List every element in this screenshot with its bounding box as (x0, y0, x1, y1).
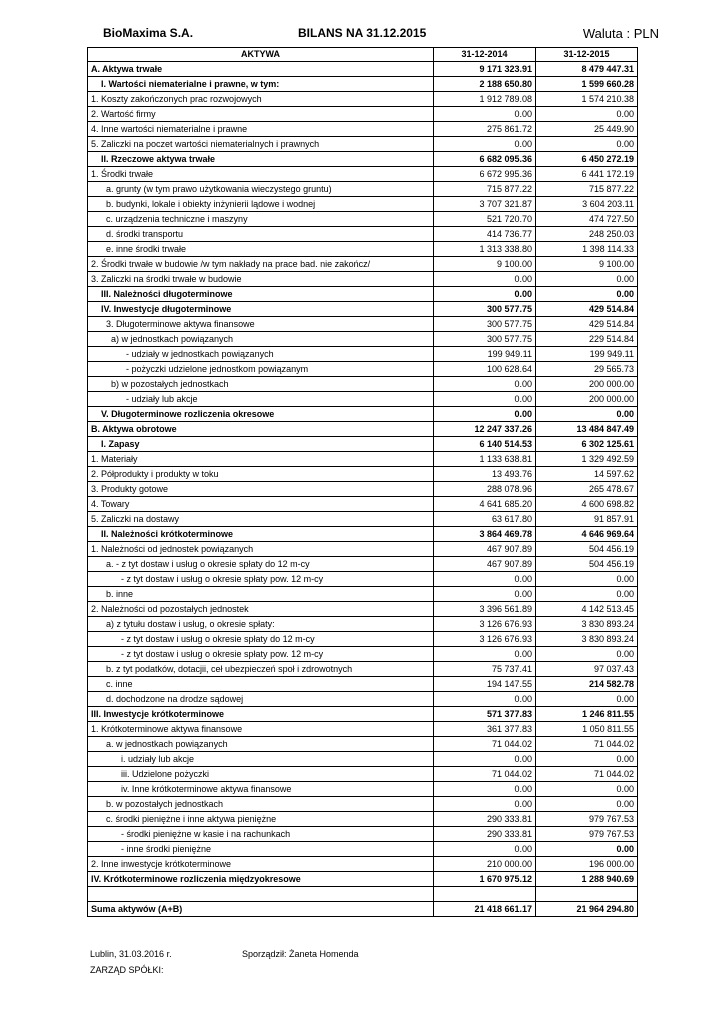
row-label: 3. Zaliczki na środki trwałe w budowie (88, 272, 434, 287)
value-2015: 1 288 940.69 (536, 872, 638, 887)
value-2014: 571 377.83 (434, 707, 536, 722)
value-2015: 6 302 125.61 (536, 437, 638, 452)
value-2014: 361 377.83 (434, 722, 536, 737)
value-2015: 715 877.22 (536, 182, 638, 197)
row-label: b. z tyt podatków, dotacjii, ceł ubezpieczeń społ i zdrowotnych (88, 662, 434, 677)
value-2015: 0.00 (536, 587, 638, 602)
table-row (88, 362, 638, 377)
value-2014: 0.00 (434, 647, 536, 662)
row-label: c. urządzenia techniczne i maszyny (88, 212, 434, 227)
row-label: b) w pozostałych jednostkach (88, 377, 434, 392)
value-2014: 13 493.76 (434, 467, 536, 482)
table-row (88, 617, 638, 632)
value-2015: 979 767.53 (536, 812, 638, 827)
row-label: 3. Długoterminowe aktywa finansowe (88, 317, 434, 332)
value-2015: 1 599 660.28 (536, 77, 638, 92)
value-2014: 300 577.75 (434, 317, 536, 332)
company-name: BioMaxima S.A. (103, 26, 194, 40)
table-row (88, 767, 638, 782)
row-label: IV. Inwestycje długoterminowe (88, 302, 434, 317)
value-2014: 4 641 685.20 (434, 497, 536, 512)
value-2015: 0.00 (536, 272, 638, 287)
value-2014: 9 100.00 (434, 257, 536, 272)
value-2014: 1 133 638.81 (434, 452, 536, 467)
table-row (88, 752, 638, 767)
table-row (88, 662, 638, 677)
spacer-cell (434, 887, 536, 902)
value-2014: 0.00 (434, 587, 536, 602)
value-2014: 210 000.00 (434, 857, 536, 872)
value-2015: 504 456.19 (536, 557, 638, 572)
value-2015: 474 727.50 (536, 212, 638, 227)
row-label: II. Rzeczowe aktywa trwałe (88, 152, 434, 167)
balance-sheet-table (87, 47, 638, 917)
row-label: a) w jednostkach powiązanych (88, 332, 434, 347)
spacer-cell (536, 887, 638, 902)
row-label: 2. Półprodukty i produkty w toku (88, 467, 434, 482)
value-2014: 1 912 789.08 (434, 92, 536, 107)
value-2015: 199 949.11 (536, 347, 638, 362)
table-row (88, 377, 638, 392)
value-2014: 0.00 (434, 392, 536, 407)
table-row (88, 407, 638, 422)
row-label: 1. Należności od jednostek powiązanych (88, 542, 434, 557)
table-row (88, 527, 638, 542)
table-row (88, 512, 638, 527)
value-2015: 1 574 210.38 (536, 92, 638, 107)
table-row (88, 587, 638, 602)
row-label: III. Należności długoterminowe (88, 287, 434, 302)
row-label: - z tyt dostaw i usług o okresie spłaty pow. 12 m-cy (88, 572, 434, 587)
table-row (88, 827, 638, 842)
row-label: 1. Koszty zakończonych prac rozwojowych (88, 92, 434, 107)
row-label: iii. Udzielone pożyczki (88, 767, 434, 782)
value-2014: 100 628.64 (434, 362, 536, 377)
value-2014: 0.00 (434, 752, 536, 767)
value-2015: 14 597.62 (536, 467, 638, 482)
table-row (88, 137, 638, 152)
row-label: e. inne środki trwałe (88, 242, 434, 257)
row-label: a. w jednostkach powiązanych (88, 737, 434, 752)
table-row (88, 872, 638, 887)
table-row (88, 197, 638, 212)
table-row (88, 122, 638, 137)
row-label: a) z tytułu dostaw i usług, o okresie spłaty: (88, 617, 434, 632)
value-2015: 4 142 513.45 (536, 602, 638, 617)
row-label: c. inne (88, 677, 434, 692)
value-2015: 4 600 698.82 (536, 497, 638, 512)
value-2015: 3 830 893.24 (536, 632, 638, 647)
column-header-assets: AKTYWA (88, 48, 434, 62)
row-label: b. inne (88, 587, 434, 602)
value-2014: 414 736.77 (434, 227, 536, 242)
table-row (88, 437, 638, 452)
value-2014: 288 078.96 (434, 482, 536, 497)
value-2014: 75 737.41 (434, 662, 536, 677)
value-2014: 0.00 (434, 407, 536, 422)
table-row (88, 542, 638, 557)
table-row (88, 692, 638, 707)
value-2014: 0.00 (434, 797, 536, 812)
value-2015: 200 000.00 (536, 377, 638, 392)
value-2014: 194 147.55 (434, 677, 536, 692)
table-row (88, 317, 638, 332)
value-2014: 6 140 514.53 (434, 437, 536, 452)
row-label: - udziały w jednostkach powiązanych (88, 347, 434, 362)
table-row (88, 557, 638, 572)
table-row (88, 812, 638, 827)
table-header-row (88, 48, 638, 62)
value-2015: 0.00 (536, 647, 638, 662)
table-row (88, 227, 638, 242)
row-label: III. Inwestycje krótkoterminowe (88, 707, 434, 722)
value-2015: 4 646 969.64 (536, 527, 638, 542)
value-2014: 0.00 (434, 842, 536, 857)
table-row (88, 737, 638, 752)
value-2014: 12 247 337.26 (434, 422, 536, 437)
table-row (88, 467, 638, 482)
row-label: a. - z tyt dostaw i usług o okresie spłaty do 12 m-cy (88, 557, 434, 572)
table-row (88, 152, 638, 167)
table-row (88, 182, 638, 197)
row-label: a. grunty (w tym prawo użytkowania wieczystego gruntu) (88, 182, 434, 197)
value-2015: 429 514.84 (536, 302, 638, 317)
value-2014: 71 044.02 (434, 767, 536, 782)
table-row (88, 722, 638, 737)
row-label: I. Zapasy (88, 437, 434, 452)
column-header-2014: 31-12-2014 (434, 48, 536, 62)
value-2015: 29 565.73 (536, 362, 638, 377)
value-2014: 6 672 995.36 (434, 167, 536, 182)
value-2014: 715 877.22 (434, 182, 536, 197)
table-row (88, 257, 638, 272)
value-2015: 6 441 172.19 (536, 167, 638, 182)
row-label: 1. Krótkoterminowe aktywa finansowe (88, 722, 434, 737)
table-row (88, 272, 638, 287)
value-2015: 0.00 (536, 752, 638, 767)
value-2014: 3 126 676.93 (434, 632, 536, 647)
table-row (88, 77, 638, 92)
value-2015: 8 479 447.31 (536, 62, 638, 77)
row-label: b. budynki, lokale i obiekty inżynierii lądowe i wodnej (88, 197, 434, 212)
total-2015: 21 964 294.80 (536, 902, 638, 917)
value-2014: 0.00 (434, 287, 536, 302)
value-2015: 429 514.84 (536, 317, 638, 332)
total-2014: 21 418 661.17 (434, 902, 536, 917)
value-2015: 0.00 (536, 797, 638, 812)
value-2015: 3 604 203.11 (536, 197, 638, 212)
table-row (88, 602, 638, 617)
table-row (88, 797, 638, 812)
row-label: 2. Wartość firmy (88, 107, 434, 122)
table-row (88, 572, 638, 587)
table-row (88, 422, 638, 437)
value-2014: 467 907.89 (434, 557, 536, 572)
board-signature-label: ZARZĄD SPÓŁKI: (90, 965, 164, 975)
value-2014: 3 707 321.87 (434, 197, 536, 212)
row-label: 4. Towary (88, 497, 434, 512)
value-2014: 0.00 (434, 272, 536, 287)
table-body (88, 62, 638, 917)
table-row (88, 782, 638, 797)
value-2015: 1 398 114.33 (536, 242, 638, 257)
value-2015: 97 037.43 (536, 662, 638, 677)
value-2015: 1 329 492.59 (536, 452, 638, 467)
row-label: - środki pieniężne w kasie i na rachunkach (88, 827, 434, 842)
value-2015: 0.00 (536, 782, 638, 797)
row-label: IV. Krótkoterminowe rozliczenia międzyokresowe (88, 872, 434, 887)
prepared-by: Sporządził: Żaneta Homenda (242, 949, 359, 959)
spacer-row (88, 887, 638, 902)
value-2014: 0.00 (434, 137, 536, 152)
value-2015: 0.00 (536, 572, 638, 587)
value-2014: 3 864 469.78 (434, 527, 536, 542)
row-label: b. w pozostałych jednostkach (88, 797, 434, 812)
column-header-2015: 31-12-2015 (536, 48, 638, 62)
value-2014: 467 907.89 (434, 542, 536, 557)
row-label: d. środki transportu (88, 227, 434, 242)
table-row (88, 482, 638, 497)
value-2015: 0.00 (536, 407, 638, 422)
value-2015: 71 044.02 (536, 737, 638, 752)
row-label: - udziały lub akcje (88, 392, 434, 407)
row-label: 2. Inne inwestycje krótkoterminowe (88, 857, 434, 872)
value-2014: 3 126 676.93 (434, 617, 536, 632)
value-2015: 1 246 811.55 (536, 707, 638, 722)
row-label: c. środki pieniężne i inne aktywa pieniężne (88, 812, 434, 827)
row-label: 1. Materiały (88, 452, 434, 467)
table-row (88, 707, 638, 722)
table-row (88, 647, 638, 662)
value-2015: 979 767.53 (536, 827, 638, 842)
value-2014: 0.00 (434, 107, 536, 122)
table-row (88, 842, 638, 857)
value-2014: 9 171 323.91 (434, 62, 536, 77)
value-2015: 0.00 (536, 287, 638, 302)
row-label: I. Wartości niematerialne i prawne, w tym: (88, 77, 434, 92)
value-2014: 0.00 (434, 572, 536, 587)
value-2015: 196 000.00 (536, 857, 638, 872)
table-row (88, 62, 638, 77)
document-title: BILANS NA 31.12.2015 (298, 26, 427, 40)
value-2015: 265 478.67 (536, 482, 638, 497)
value-2015: 0.00 (536, 692, 638, 707)
table-row (88, 167, 638, 182)
value-2014: 300 577.75 (434, 332, 536, 347)
value-2014: 71 044.02 (434, 737, 536, 752)
table-row (88, 857, 638, 872)
table-row (88, 287, 638, 302)
row-label: - z tyt dostaw i usług o okresie spłaty do 12 m-cy (88, 632, 434, 647)
value-2015: 3 830 893.24 (536, 617, 638, 632)
row-label: d. dochodzone na drodze sądowej (88, 692, 434, 707)
value-2015: 6 450 272.19 (536, 152, 638, 167)
value-2015: 0.00 (536, 107, 638, 122)
table-row (88, 242, 638, 257)
row-label: - z tyt dostaw i usług o okresie spłaty pow. 12 m-cy (88, 647, 434, 662)
value-2014: 199 949.11 (434, 347, 536, 362)
value-2014: 290 333.81 (434, 812, 536, 827)
value-2014: 0.00 (434, 782, 536, 797)
table-row (88, 632, 638, 647)
value-2015: 91 857.91 (536, 512, 638, 527)
value-2014: 290 333.81 (434, 827, 536, 842)
row-label: iv. Inne krótkoterminowe aktywa finansowe (88, 782, 434, 797)
value-2014: 6 682 095.36 (434, 152, 536, 167)
total-row (88, 902, 638, 917)
spacer-cell (88, 887, 434, 902)
value-2014: 300 577.75 (434, 302, 536, 317)
table-row (88, 332, 638, 347)
value-2015: 504 456.19 (536, 542, 638, 557)
row-label: V. Długoterminowe rozliczenia okresowe (88, 407, 434, 422)
table-row (88, 452, 638, 467)
row-label: 2. Środki trwałe w budowie /w tym nakłady na prace bad. nie zakończ/ (88, 257, 434, 272)
row-label: B. Aktywa obrotowe (88, 422, 434, 437)
row-label: 2. Należności od pozostałych jednostek (88, 602, 434, 617)
row-label: 4. Inne wartości niematerialne i prawne (88, 122, 434, 137)
table-row (88, 347, 638, 362)
row-label: 5. Zaliczki na dostawy (88, 512, 434, 527)
place-and-date: Lublin, 31.03.2016 r. (90, 949, 172, 959)
row-label: 5. Zaliczki na poczet wartości niematerialnych i prawnych (88, 137, 434, 152)
row-label: - pożyczki udzielone jednostkom powiązanym (88, 362, 434, 377)
value-2015: 1 050 811.55 (536, 722, 638, 737)
value-2015: 9 100.00 (536, 257, 638, 272)
value-2015: 0.00 (536, 137, 638, 152)
row-label: 3. Produkty gotowe (88, 482, 434, 497)
value-2014: 521 720.70 (434, 212, 536, 227)
row-label: i. udziały lub akcje (88, 752, 434, 767)
value-2014: 0.00 (434, 692, 536, 707)
value-2014: 1 670 975.12 (434, 872, 536, 887)
value-2015: 13 484 847.49 (536, 422, 638, 437)
value-2015: 25 449.90 (536, 122, 638, 137)
total-label: Suma aktywów (A+B) (88, 902, 434, 917)
value-2015: 200 000.00 (536, 392, 638, 407)
value-2014: 63 617.80 (434, 512, 536, 527)
table-row (88, 302, 638, 317)
table-row (88, 92, 638, 107)
row-label: 1. Środki trwałe (88, 167, 434, 182)
value-2015: 229 514.84 (536, 332, 638, 347)
table-row (88, 392, 638, 407)
value-2014: 0.00 (434, 377, 536, 392)
value-2014: 2 188 650.80 (434, 77, 536, 92)
value-2014: 1 313 338.80 (434, 242, 536, 257)
value-2015: 248 250.03 (536, 227, 638, 242)
value-2015: 0.00 (536, 842, 638, 857)
currency-label: Waluta : PLN (582, 26, 659, 41)
value-2015: 71 044.02 (536, 767, 638, 782)
row-label: II. Należności krótkoterminowe (88, 527, 434, 542)
value-2014: 275 861.72 (434, 122, 536, 137)
table-row (88, 107, 638, 122)
row-label: - inne środki pieniężne (88, 842, 434, 857)
table-row (88, 212, 638, 227)
value-2014: 3 396 561.89 (434, 602, 536, 617)
value-2015: 214 582.78 (536, 677, 638, 692)
table-row (88, 677, 638, 692)
table-row (88, 497, 638, 512)
row-label: A. Aktywa trwałe (88, 62, 434, 77)
